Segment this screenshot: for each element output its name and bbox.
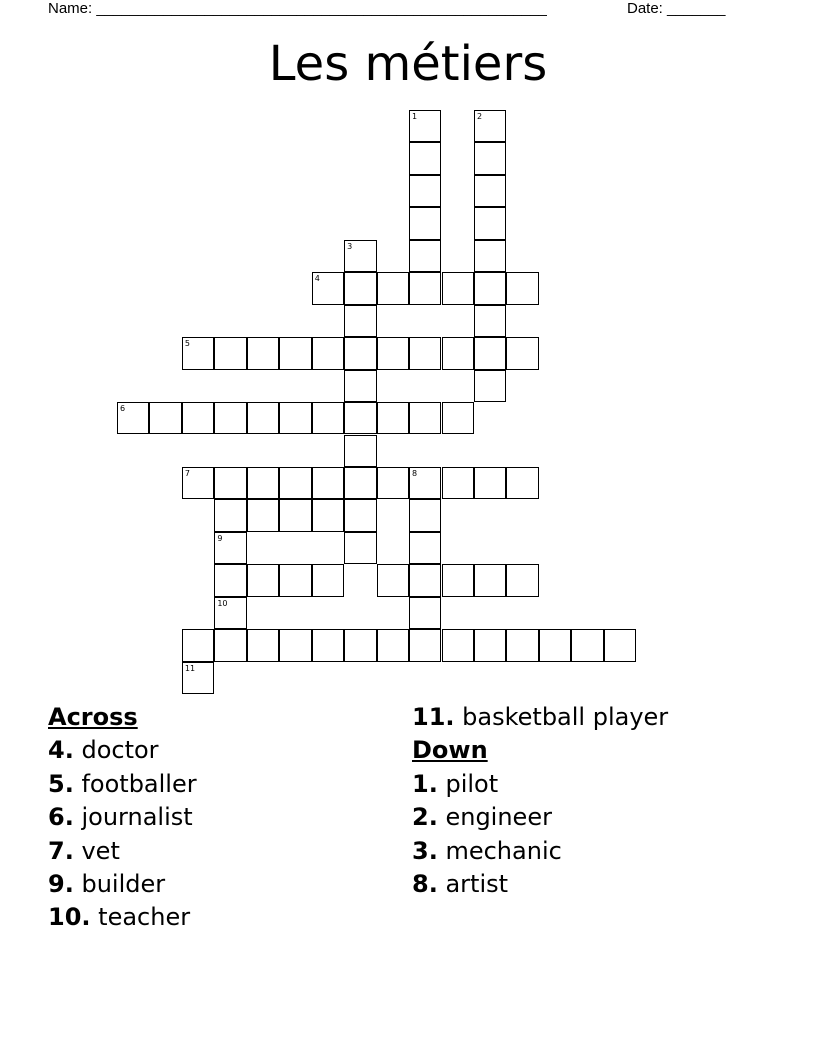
grid-cell[interactable] — [344, 629, 376, 661]
grid-cell[interactable] — [312, 467, 344, 499]
grid-cell[interactable] — [312, 272, 344, 304]
grid-cell[interactable] — [149, 402, 181, 434]
clue-text: vet — [81, 836, 120, 865]
grid-cell[interactable] — [344, 435, 376, 467]
grid-cell[interactable] — [344, 240, 376, 272]
grid-cell[interactable] — [344, 272, 376, 304]
grid-cell[interactable] — [312, 337, 344, 369]
grid-cell[interactable] — [506, 629, 538, 661]
clue-text: journalist — [81, 803, 193, 832]
grid-cell[interactable] — [117, 402, 149, 434]
name-field: Name: ______________________________________________________ — [48, 0, 547, 17]
grid-cell[interactable] — [377, 629, 409, 661]
grid-cell[interactable] — [279, 402, 311, 434]
clue-across-5 — [48, 768, 197, 801]
clue-across-10 — [48, 901, 197, 934]
grid-cell[interactable] — [409, 110, 441, 142]
grid-cell[interactable] — [474, 272, 506, 304]
cell-number: 7 — [184, 468, 190, 478]
grid-cell[interactable] — [247, 564, 279, 596]
grid-cell[interactable] — [409, 175, 441, 207]
clue-number: 10. — [48, 903, 91, 932]
grid-cell[interactable] — [247, 467, 279, 499]
grid-cell[interactable] — [247, 402, 279, 434]
grid-cell[interactable] — [377, 467, 409, 499]
grid-cell[interactable] — [409, 532, 441, 564]
grid-cell[interactable] — [344, 499, 376, 531]
page-title: Les métiers — [268, 36, 548, 92]
grid-cell[interactable] — [409, 402, 441, 434]
grid-cell[interactable] — [442, 337, 474, 369]
grid-cell[interactable] — [214, 499, 246, 531]
grid-cell[interactable] — [279, 337, 311, 369]
clue-text: footballer — [81, 769, 197, 798]
grid-cell[interactable] — [474, 467, 506, 499]
clue-number: 11. — [412, 703, 455, 731]
cell-number: 11 — [184, 663, 196, 673]
cell-number: 6 — [120, 404, 126, 414]
clue-across-7 — [48, 835, 197, 868]
grid-cell[interactable] — [214, 532, 246, 564]
grid-cell[interactable] — [474, 629, 506, 661]
grid-cell[interactable] — [409, 597, 441, 629]
clue-down-2 — [412, 801, 668, 834]
date-field: Date: _______ — [627, 0, 726, 17]
clue-number: 5. — [48, 769, 74, 798]
clue-text: basketball player — [462, 703, 669, 731]
grid-cell[interactable] — [377, 402, 409, 434]
grid-cell[interactable] — [312, 402, 344, 434]
clue-across-6 — [48, 801, 197, 834]
grid-cell[interactable] — [344, 305, 376, 337]
grid-cell[interactable] — [409, 240, 441, 272]
grid-cell[interactable] — [442, 564, 474, 596]
clue-across-9 — [48, 868, 197, 901]
clue-number: 7. — [48, 836, 74, 865]
grid-cell[interactable] — [571, 629, 603, 661]
grid-cell[interactable] — [312, 564, 344, 596]
grid-cell[interactable] — [247, 629, 279, 661]
clue-across-4 — [48, 734, 197, 767]
grid-cell[interactable] — [409, 467, 441, 499]
grid-cell[interactable] — [344, 402, 376, 434]
grid-cell[interactable] — [377, 272, 409, 304]
clue-text: mechanic — [445, 836, 562, 865]
grid-cell[interactable] — [539, 629, 571, 661]
grid-cell[interactable] — [344, 532, 376, 564]
grid-cell[interactable] — [214, 402, 246, 434]
grid-cell[interactable] — [506, 272, 538, 304]
grid-cell[interactable] — [182, 662, 214, 694]
grid-cell[interactable] — [409, 499, 441, 531]
grid-cell[interactable] — [182, 629, 214, 661]
clue-down-3 — [412, 835, 668, 868]
grid-cell[interactable] — [344, 337, 376, 369]
clue-number: 4. — [48, 736, 74, 765]
across-heading: Across — [48, 703, 138, 731]
clue-text: engineer — [445, 803, 552, 832]
clues-column-right — [412, 701, 668, 901]
cell-number: 10 — [217, 598, 228, 608]
grid-cell[interactable] — [182, 467, 214, 499]
grid-cell[interactable] — [474, 142, 506, 174]
grid-cell[interactable] — [279, 564, 311, 596]
clue-text: artist — [445, 870, 509, 899]
grid-cell[interactable] — [604, 629, 636, 661]
grid-cell[interactable] — [344, 467, 376, 499]
grid-cell[interactable] — [377, 564, 409, 596]
grid-cell[interactable] — [214, 337, 246, 369]
grid-cell[interactable] — [214, 564, 246, 596]
clue-number: 3. — [412, 836, 438, 865]
grid-cell[interactable] — [214, 629, 246, 661]
grid-cell[interactable] — [474, 240, 506, 272]
grid-cell[interactable] — [247, 499, 279, 531]
grid-cell[interactable] — [279, 629, 311, 661]
grid-cell[interactable] — [442, 272, 474, 304]
grid-cell[interactable] — [409, 207, 441, 239]
clue-across-11 — [412, 701, 668, 734]
grid-cell[interactable] — [506, 337, 538, 369]
cell-number: 9 — [217, 533, 223, 543]
cell-number: 1 — [412, 112, 418, 121]
grid-cell[interactable] — [409, 337, 441, 369]
grid-cell[interactable] — [279, 467, 311, 499]
grid-cell[interactable] — [474, 564, 506, 596]
clue-down-8 — [412, 868, 668, 901]
grid-cell[interactable] — [182, 337, 214, 369]
grid-cell[interactable] — [474, 110, 506, 142]
grid-cell[interactable] — [312, 499, 344, 531]
grid-cell[interactable] — [182, 402, 214, 434]
grid-cell[interactable] — [474, 370, 506, 402]
grid-cell[interactable] — [474, 175, 506, 207]
cell-number: 2 — [476, 112, 483, 121]
cell-number: 8 — [412, 468, 418, 478]
down-heading: Down — [412, 736, 488, 765]
clue-number: 9. — [48, 870, 74, 899]
grid-cell[interactable] — [442, 629, 474, 661]
cell-number: 4 — [314, 274, 320, 284]
grid-cell[interactable] — [442, 467, 474, 499]
grid-cell[interactable] — [409, 564, 441, 596]
grid-cell[interactable] — [214, 597, 246, 629]
grid-cell[interactable] — [279, 499, 311, 531]
grid-cell[interactable] — [344, 370, 376, 402]
clue-text: doctor — [81, 736, 159, 765]
clue-number: 6. — [48, 803, 74, 832]
clue-number: 1. — [412, 769, 438, 798]
grid-cell[interactable] — [506, 467, 538, 499]
clue-text: builder — [81, 870, 166, 899]
grid-cell[interactable] — [474, 305, 506, 337]
grid-cell[interactable] — [474, 337, 506, 369]
grid-cell[interactable] — [409, 629, 441, 661]
grid-cell[interactable] — [247, 337, 279, 369]
grid-cell[interactable] — [312, 629, 344, 661]
cell-number: 5 — [184, 339, 190, 349]
clues-column-left — [48, 701, 197, 935]
grid-cell[interactable] — [409, 142, 441, 174]
cell-number: 3 — [347, 241, 353, 251]
clue-text: pilot — [445, 769, 499, 798]
clue-down-1 — [412, 768, 668, 801]
grid-cell[interactable] — [409, 272, 441, 304]
clue-number: 8. — [412, 870, 438, 899]
grid-cell[interactable] — [506, 564, 538, 596]
grid-cell[interactable] — [442, 402, 474, 434]
grid-cell[interactable] — [377, 337, 409, 369]
grid-cell[interactable] — [214, 467, 246, 499]
grid-cell[interactable] — [474, 207, 506, 239]
clue-text: teacher — [98, 903, 191, 932]
clue-number: 2. — [412, 803, 438, 832]
